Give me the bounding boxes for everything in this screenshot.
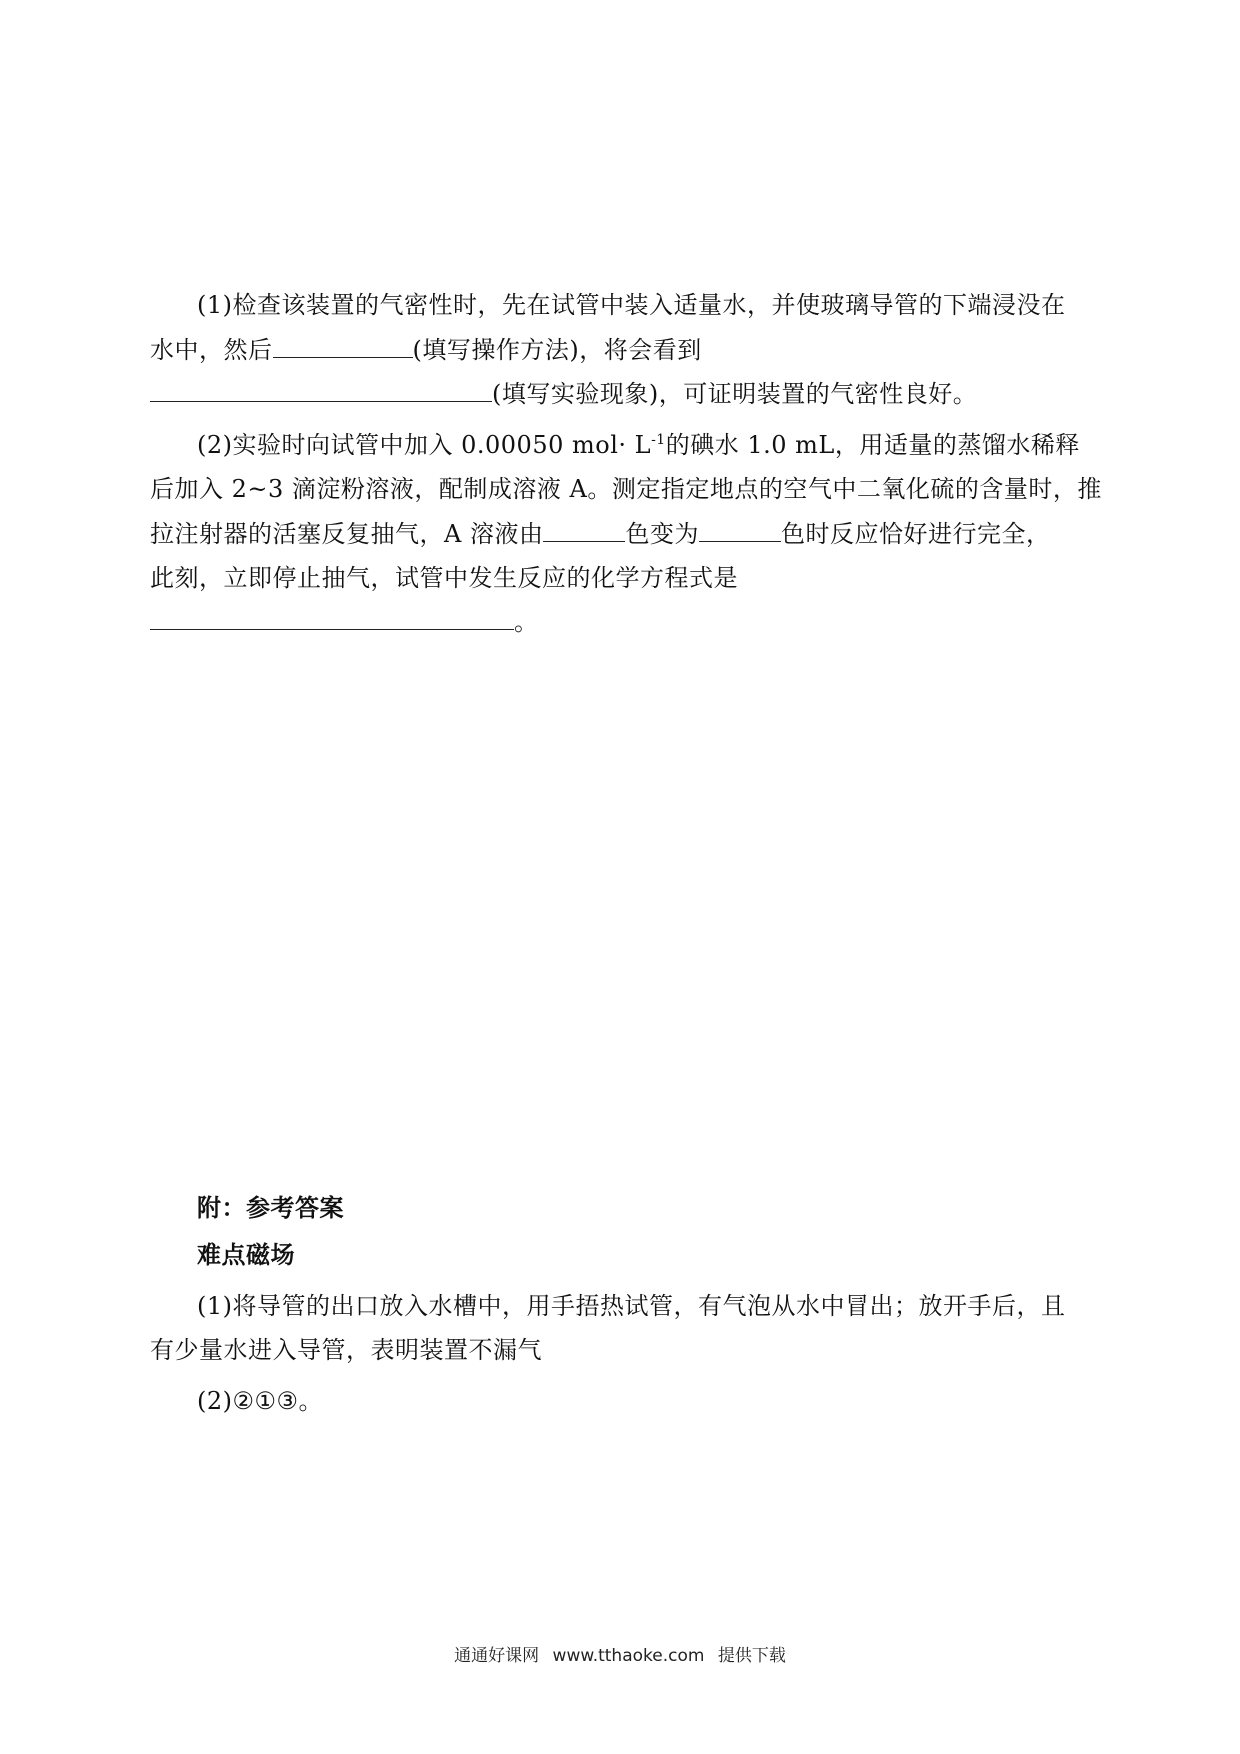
fill-blank-phenomenon[interactable] <box>150 379 492 402</box>
fill-blank-color-from[interactable] <box>543 519 625 542</box>
page-footer <box>0 1641 1240 1666</box>
answer-2-text: (2)②①③。 <box>197 1387 324 1415</box>
footer-site-name: 通通好课网 <box>454 1646 540 1666</box>
q2-text-1b: 的碘水 1.0 mL，用适量的蒸馏水稀释 <box>665 431 1080 459</box>
q1-line-2 <box>150 335 702 365</box>
answer-heading-text: 附：参考答案 <box>197 1194 344 1222</box>
q2-text-3b: 色变为 <box>625 520 699 548</box>
footer-suffix: 提供下载 <box>717 1646 786 1666</box>
q1-line-1 <box>197 290 1066 320</box>
q1-text-1: (1)检查该装置的气密性时，先在试管中装入适量水，并使玻璃导管的下端浸没在 <box>197 291 1066 319</box>
q2-line-1 <box>197 430 1080 460</box>
answer-2-line <box>197 1386 323 1416</box>
q2-line-4 <box>150 563 738 593</box>
answer-subheading-text: 难点磁场 <box>197 1241 295 1269</box>
q1-line-3 <box>150 379 977 409</box>
q1-text-3b: (填写实验现象)，可证明装置的气密性良好。 <box>492 380 978 408</box>
q2-line-5 <box>150 607 539 637</box>
answer-subheading <box>197 1240 295 1270</box>
q2-text-4: 此刻，立即停止抽气，试管中发生反应的化学方程式是 <box>150 564 738 592</box>
fill-blank-color-to[interactable] <box>699 519 781 542</box>
answer-heading <box>197 1193 344 1223</box>
q1-text-2a: 水中，然后 <box>150 336 273 364</box>
fill-blank-equation[interactable] <box>150 607 514 630</box>
q1-text-2b: (填写操作方法)，将会看到 <box>412 336 702 364</box>
answer-1-text-2: 有少量水进入导管，表明装置不漏气 <box>150 1336 542 1364</box>
answer-1-line-1 <box>197 1291 1066 1321</box>
q2-superscript: -1 <box>651 432 666 448</box>
fill-blank-operation[interactable] <box>273 335 413 358</box>
footer-url-link[interactable]: www.tthaoke.com <box>552 1646 705 1666</box>
answer-1-text-1: (1)将导管的出口放入水槽中，用手捂热试管，有气泡从水中冒出；放开手后，且 <box>197 1292 1066 1320</box>
q2-line-2 <box>150 474 1102 504</box>
q2-text-2: 后加入 2~3 滴淀粉溶液，配制成溶液 A。测定指定地点的空气中二氧化硫的含量时，推 <box>150 475 1102 503</box>
q2-text-1a: (2)实验时向试管中加入 0.00050 mol· L <box>197 431 652 459</box>
q2-text-5-end: 。 <box>514 608 539 636</box>
q2-text-3a: 拉注射器的活塞反复抽气，A 溶液由 <box>150 520 544 548</box>
answer-1-line-2 <box>150 1335 542 1365</box>
q2-text-3c: 色时反应恰好进行完全， <box>780 520 1051 548</box>
q2-line-3 <box>150 519 1050 549</box>
